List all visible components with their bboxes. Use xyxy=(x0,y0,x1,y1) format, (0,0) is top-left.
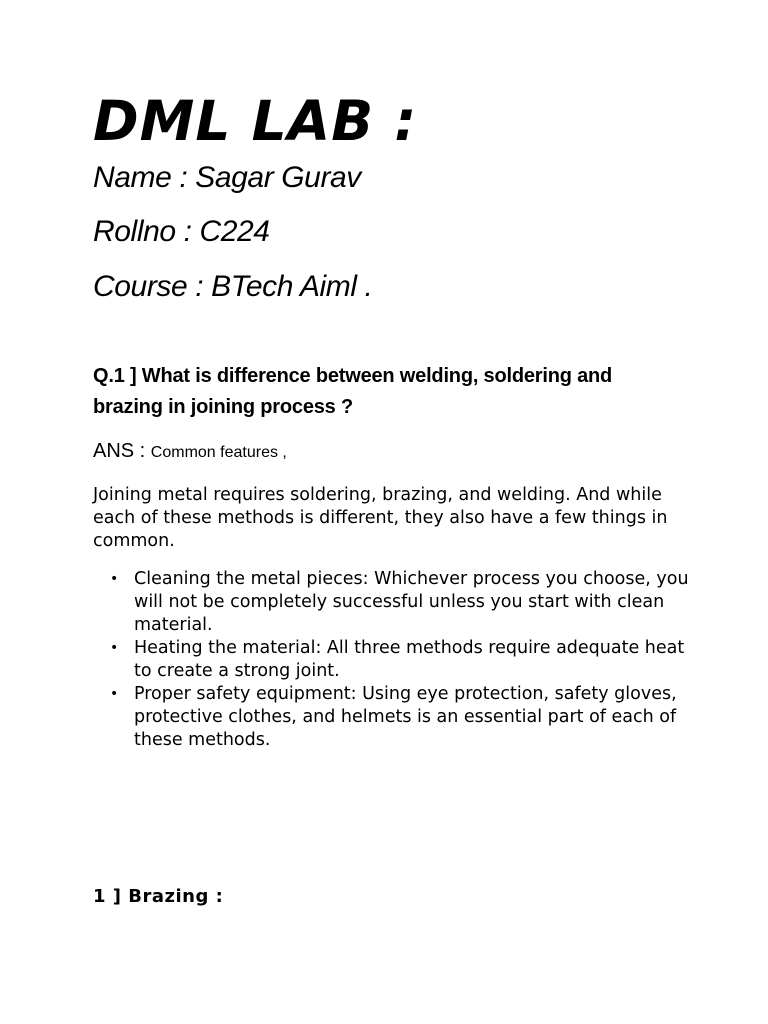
answer-label: ANS : xyxy=(93,440,151,462)
list-item-text: Heating the material: All three methods require adequate heat to create a strong joint. xyxy=(134,638,685,681)
body-paragraph: Joining metal requires soldering, brazing, and welding. And while each of these methods is different, they also have a few things in common. xyxy=(93,485,668,551)
list-item xyxy=(93,568,693,637)
list-item-text: Cleaning the metal pieces: Whichever process you choose, you will not be completely successful unless you start with clean material. xyxy=(134,569,689,635)
answer-text: Common features , xyxy=(150,444,287,461)
bullet-icon: • xyxy=(110,640,119,656)
list-item xyxy=(93,683,693,752)
course-name: Course : BTech Aiml . xyxy=(93,270,373,303)
document-title: DML LAB : xyxy=(93,89,418,153)
section-heading-brazing: 1 ] Brazing : xyxy=(93,886,224,907)
list-item-text: Proper safety equipment: Using eye protection, safety gloves, protective clothes, and helmets is an essential part of each of these methods. xyxy=(134,684,677,750)
question-1: Q.1 ] What is difference between welding, soldering and brazing in joining process ? xyxy=(93,365,613,418)
list-item xyxy=(93,637,693,683)
bullet-icon: • xyxy=(110,571,119,587)
common-features-list xyxy=(93,568,693,752)
roll-number: Rollno : C224 xyxy=(93,215,270,248)
bullet-icon: • xyxy=(110,686,119,702)
student-name: Name : Sagar Gurav xyxy=(93,161,361,194)
answer-intro xyxy=(93,437,287,467)
